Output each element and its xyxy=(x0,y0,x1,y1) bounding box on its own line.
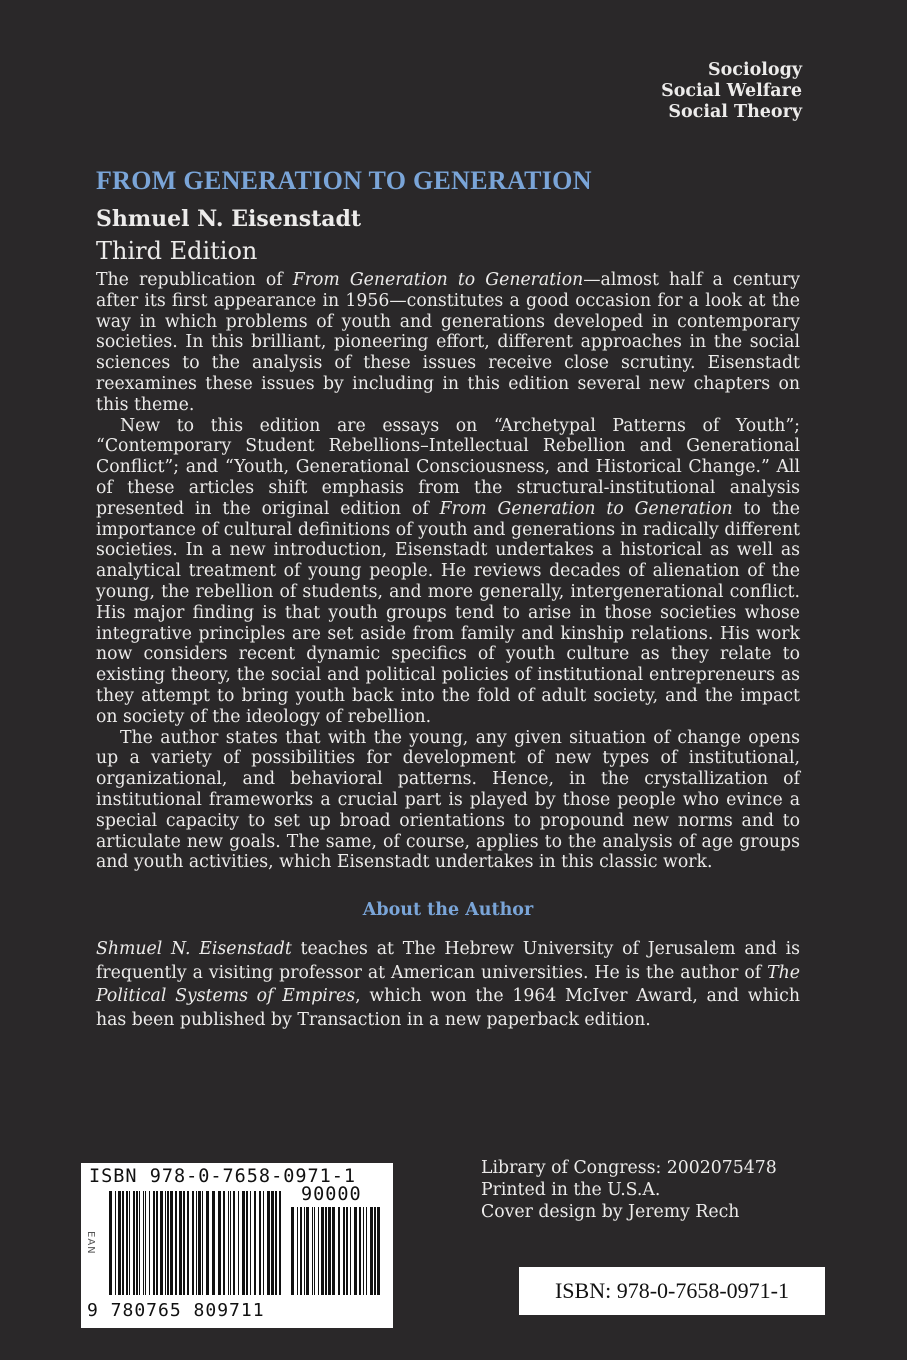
category-social-welfare: Social Welfare xyxy=(661,81,802,101)
barcode-addon-bars-icon xyxy=(291,1207,383,1301)
barcode-addon-digits: 90000 xyxy=(301,1184,362,1205)
category-sociology: Sociology xyxy=(707,60,802,80)
isbn-label: ISBN: 978-0-7658-0971-1 xyxy=(519,1267,825,1315)
book-description xyxy=(96,270,800,873)
publication-info xyxy=(481,1157,777,1223)
printed-location: Printed in the U.S.A. xyxy=(481,1180,661,1200)
about-author-heading: About the Author xyxy=(362,900,534,920)
ean-label: EAN xyxy=(85,1231,96,1255)
description-paragraph-1: The republication of From Generation to Generation—almost half a century after its first appearance in 1956—constitutes a good occasion for a look at the way in which problems of youth and generations developed in contemporary societies. In this brilliant, pioneering effort, different approaches in the social sciences to the analysis of these issues receive close scrutiny. Eisenstadt reexamines these issues by including in this edition several new chapters on this theme. xyxy=(96,270,800,415)
subject-categories xyxy=(661,60,802,123)
author-name-italic: Shmuel N. Eisenstadt xyxy=(96,939,292,959)
book-edition: Third Edition xyxy=(96,237,258,265)
cover-design-credit: Cover design by Jeremy Rech xyxy=(481,1202,740,1222)
book-author: Shmuel N. Eisenstadt xyxy=(96,206,362,232)
barcode-isbn-text: ISBN 978-0-7658-0971-1 xyxy=(89,1166,357,1187)
barcode xyxy=(81,1163,393,1328)
book-title: FROM GENERATION TO GENERATION xyxy=(96,166,592,195)
book-title-italic: From Generation to Generation xyxy=(292,270,584,290)
about-author-text: Shmuel N. Eisenstadt teaches at The Hebrew University of Jerusalem and is frequently a visiting professor at American universities. He is the author of The Political Systems of Empires, which won the 1964 McIver Award, and which has been published by Transaction in a new paperback edition. xyxy=(96,939,800,1030)
description-paragraph-2: New to this edition are essays on “Archetypal Patterns of Youth”; “Contemporary Student Rebellions–Intellectual Rebellion and Generational Conflict”; and “Youth, Generational Consciousness, and Historical Change.” All of these articles shift emphasis from the structural-institutional analysis presented in the original edition of From Generation to Generation to the importance of cultural definitions of youth and generations in radically different societies. In a new introduction, Eisenstadt undertakes a historical as well as analytical treatment of young people. He reviews decades of alienation of the young, the rebellion of students, and more generally, intergenerational conflict. His major finding is that youth groups tend to arise in those societies whose integrative principles are set aside from family and kinship relations. His work now considers recent dynamic specifics of youth culture as they relate to existing theory, the social and political policies of institutional entrepreneurs as they attempt to bring youth back into the fold of adult society, and the impact on society of the ideology of rebellion. xyxy=(96,415,800,727)
category-social-theory: Social Theory xyxy=(668,102,802,122)
library-of-congress: Library of Congress: 2002075478 xyxy=(481,1158,777,1178)
description-paragraph-3: The author states that with the young, any given situation of change opens up a variety of possibilities for development of new types of institutional, organizational, and behavioral patterns. Hence, in the crystallization of institutional frameworks a crucial part is played by those people who evince a special capacity to set up broad orientations to propound new norms and to articulate new goals. The same, of course, applies to the analysis of age groups and youth activities, which Eisenstadt undertakes in this classic work. xyxy=(96,727,800,873)
book-title-italic: From Generation to Generation xyxy=(439,498,733,519)
book-title-italic: The Political Systems of Empires xyxy=(96,962,800,1006)
barcode-ean-digits: 9 780765 809711 xyxy=(87,1300,265,1321)
barcode-bars-icon xyxy=(109,1191,284,1301)
